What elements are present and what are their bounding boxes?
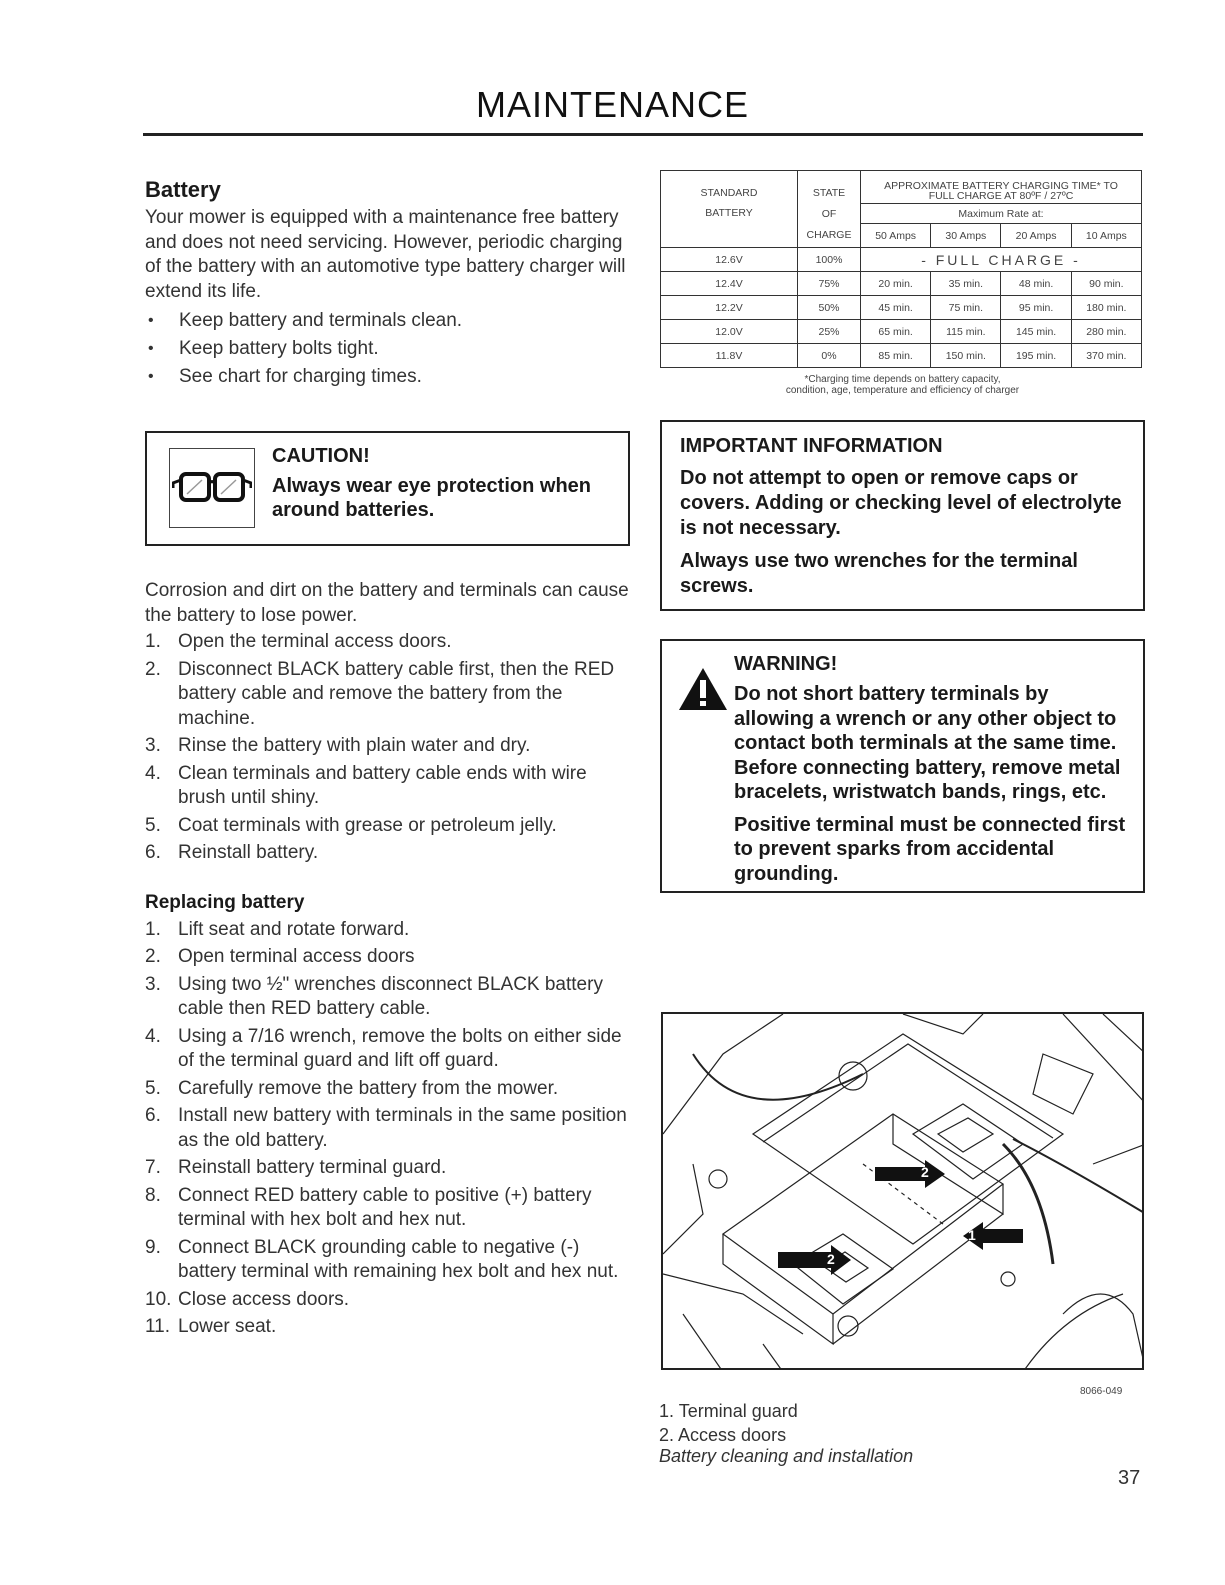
corrosion-steps xyxy=(145,630,630,866)
step-number: 6. xyxy=(145,1105,161,1126)
step-number: 10. xyxy=(145,1288,172,1310)
step-text: Lift seat and rotate forward. xyxy=(178,918,410,940)
step-text: Coat terminals with grease or petroleum jelly. xyxy=(178,814,557,836)
step-number: 4. xyxy=(145,1025,161,1047)
step-text: Lower seat. xyxy=(178,1316,277,1337)
list-item xyxy=(145,1025,630,1074)
page-number: 37 xyxy=(1118,1467,1141,1489)
eye-protection-goggles-icon xyxy=(169,448,255,528)
table-header-text: BATTERY xyxy=(705,207,753,219)
table-header-state-of-charge xyxy=(798,171,861,248)
list-item xyxy=(145,1104,630,1153)
step-number: 2. xyxy=(145,946,161,967)
callout-2-upper: 2 xyxy=(921,1164,929,1180)
list-item xyxy=(145,658,630,732)
table-cell: 12.4V xyxy=(661,272,798,296)
charging-time-table xyxy=(660,170,1142,368)
table-cell: 195 min. xyxy=(1001,344,1071,368)
table-cell: 100% xyxy=(798,248,861,272)
callout-2-lower: 2 xyxy=(827,1251,835,1267)
step-number: 8. xyxy=(145,1184,161,1206)
step-number: 6. xyxy=(145,842,161,863)
step-text: Using two ½" wrenches disconnect BLACK battery cable then RED battery cable. xyxy=(178,973,603,1019)
table-header-text: OF xyxy=(821,208,837,220)
figure-caption: Battery cleaning and installation xyxy=(659,1446,914,1466)
table-cell: 75% xyxy=(798,272,861,296)
table-header-charging-time: APPROXIMATE BATTERY CHARGING TIME* TO FULL CHARGE AT 80ºF / 27ºC xyxy=(861,171,1142,204)
step-number: 5. xyxy=(145,814,161,836)
table-header-amps: 10 Amps xyxy=(1071,224,1141,248)
table-row xyxy=(661,272,1142,296)
list-item xyxy=(145,630,630,655)
step-text: Clean terminals and battery cable ends with wire brush until shiny. xyxy=(178,762,587,808)
caution-body: Always wear eye protection when around batteries. xyxy=(272,475,591,521)
table-cell: 12.0V xyxy=(661,320,798,344)
step-number: 3. xyxy=(145,735,161,756)
corrosion-intro: Corrosion and dirt on the battery and terminals can cause the battery to lose power. xyxy=(145,580,629,626)
table-cell: 25% xyxy=(798,320,861,344)
list-item xyxy=(145,762,630,811)
step-text: Disconnect BLACK battery cable first, then the RED battery cable and remove the battery from the machine. xyxy=(178,658,615,729)
table-row xyxy=(661,248,1142,272)
table-cell: 11.8V xyxy=(661,344,798,368)
step-number: 1. xyxy=(145,631,161,652)
step-text: Using a 7/16 wrench, remove the bolts on either side of the terminal guard and lift off guard. xyxy=(178,1025,622,1071)
table-cell: 150 min. xyxy=(931,344,1001,368)
step-text: Reinstall battery terminal guard. xyxy=(178,1157,447,1178)
footnote-line: condition, age, temperature and efficiency of charger xyxy=(785,385,1020,396)
battery-intro: Your mower is equipped with a maintenance free battery and does not need servicing. However, periodic charging of the battery with an automotive type battery charger will extend its life. xyxy=(145,207,626,302)
caution-title: CAUTION! xyxy=(272,445,370,467)
table-cell: 48 min. xyxy=(1001,272,1071,296)
step-number: 4. xyxy=(145,762,161,784)
important-body: Always use two wrenches for the terminal screws. xyxy=(680,550,1078,597)
step-number: 2. xyxy=(145,658,161,680)
table-header-amps: 20 Amps xyxy=(1001,224,1071,248)
table-header-standard-battery xyxy=(661,171,798,248)
table-cell: 145 min. xyxy=(1001,320,1071,344)
table-cell: 12.2V xyxy=(661,296,798,320)
list-item: • Keep battery and terminals clean. xyxy=(145,307,630,335)
warning-title: WARNING! xyxy=(734,653,838,675)
step-text: Connect RED battery cable to positive (+) battery terminal with hex bolt and hex nut. xyxy=(178,1184,592,1230)
list-item xyxy=(145,1184,630,1233)
warning-body: Positive terminal must be connected first to prevent sparks from accidental grounding. xyxy=(734,813,1126,885)
list-item: • Keep battery bolts tight. xyxy=(145,335,630,363)
table-header-text: CHARGE xyxy=(806,229,852,241)
step-text: Connect BLACK grounding cable to negative (-) battery terminal with remaining hex bolt and hex nut. xyxy=(178,1236,619,1282)
table-cell: 180 min. xyxy=(1071,296,1141,320)
legend-item: 2. Access doors xyxy=(659,1425,787,1445)
table-cell: 50% xyxy=(798,296,861,320)
list-item xyxy=(145,918,630,943)
table-cell: 0% xyxy=(798,344,861,368)
step-number: 3. xyxy=(145,973,161,995)
replacing-battery-heading: Replacing battery xyxy=(145,891,305,913)
table-cell: 45 min. xyxy=(861,296,931,320)
footnote-line: *Charging time depends on battery capacity, xyxy=(804,374,1001,385)
battery-heading: Battery xyxy=(145,177,221,202)
battery-bullet-list xyxy=(145,307,630,391)
list-item xyxy=(145,1236,630,1285)
figure-code: 8066-049 xyxy=(1080,1386,1123,1397)
callout-1: 1 xyxy=(968,1227,976,1243)
table-cell: 85 min. xyxy=(861,344,931,368)
step-text: Install new battery with terminals in the same position as the old battery. xyxy=(178,1105,627,1151)
table-cell-full-charge: - FULL CHARGE - xyxy=(861,248,1142,272)
warning-box xyxy=(660,639,1145,893)
list-item xyxy=(145,973,630,1022)
table-cell: 280 min. xyxy=(1071,320,1141,344)
right-column xyxy=(660,170,1145,893)
table-cell: 75 min. xyxy=(931,296,1001,320)
table-header-text: STATE xyxy=(812,187,846,199)
table-header-text: STANDARD xyxy=(700,187,758,199)
caution-box xyxy=(145,431,630,546)
important-information-box xyxy=(660,420,1145,611)
step-number: 7. xyxy=(145,1157,161,1178)
step-number: 1. xyxy=(145,918,161,940)
list-item: • See chart for charging times. xyxy=(145,363,630,391)
step-text: Open the terminal access doors. xyxy=(178,631,452,652)
table-cell: 90 min. xyxy=(1071,272,1141,296)
replacing-steps xyxy=(145,918,630,1340)
figure-legend xyxy=(659,1399,798,1447)
step-number: 5. xyxy=(145,1077,161,1099)
list-item xyxy=(145,1156,630,1181)
important-title: IMPORTANT INFORMATION xyxy=(680,435,943,457)
page-title: MAINTENANCE xyxy=(475,84,750,125)
step-text: Open terminal access doors xyxy=(178,946,415,967)
table-cell: 95 min. xyxy=(1001,296,1071,320)
table-header-max-rate: Maximum Rate at: xyxy=(861,204,1142,224)
table-cell: 65 min. xyxy=(861,320,931,344)
table-row xyxy=(661,296,1142,320)
table-header-amps: 50 Amps xyxy=(861,224,931,248)
table-footnote xyxy=(660,374,1145,396)
table-cell: 35 min. xyxy=(931,272,1001,296)
table-header-amps: 30 Amps xyxy=(931,224,1001,248)
step-text: Rinse the battery with plain water and dry. xyxy=(178,735,531,756)
list-item xyxy=(145,814,630,839)
table-cell: 20 min. xyxy=(861,272,931,296)
warning-triangle-icon xyxy=(677,666,729,717)
list-item xyxy=(145,945,630,970)
table-row xyxy=(661,344,1142,368)
step-text: Close access doors. xyxy=(178,1288,350,1310)
title-divider xyxy=(143,133,1143,136)
table-row xyxy=(661,320,1142,344)
table-cell: 370 min. xyxy=(1071,344,1141,368)
left-column xyxy=(145,170,630,1343)
list-item xyxy=(145,1288,630,1313)
warning-body: Do not short battery terminals by allowing a wrench or any other object to contact both terminals at the same time. Before connecting battery, remove metal bracelets, wristwatch bands, rings, etc. xyxy=(734,683,1121,803)
step-number: 9. xyxy=(145,1236,161,1258)
step-text: Reinstall battery. xyxy=(178,842,319,863)
list-item xyxy=(145,841,630,866)
legend-item: 1. Terminal guard xyxy=(659,1401,798,1421)
list-item xyxy=(145,1077,630,1102)
important-body: Do not attempt to open or remove caps or covers. Adding or checking level of electrolyte is not necessary. xyxy=(680,467,1122,539)
list-item xyxy=(145,734,630,759)
table-cell: 12.6V xyxy=(661,248,798,272)
table-cell: 115 min. xyxy=(931,320,1001,344)
battery-illustration xyxy=(661,1012,1144,1370)
list-item xyxy=(145,1315,630,1340)
step-number: 11. xyxy=(145,1316,171,1337)
step-text: Carefully remove the battery from the mower. xyxy=(178,1077,559,1099)
